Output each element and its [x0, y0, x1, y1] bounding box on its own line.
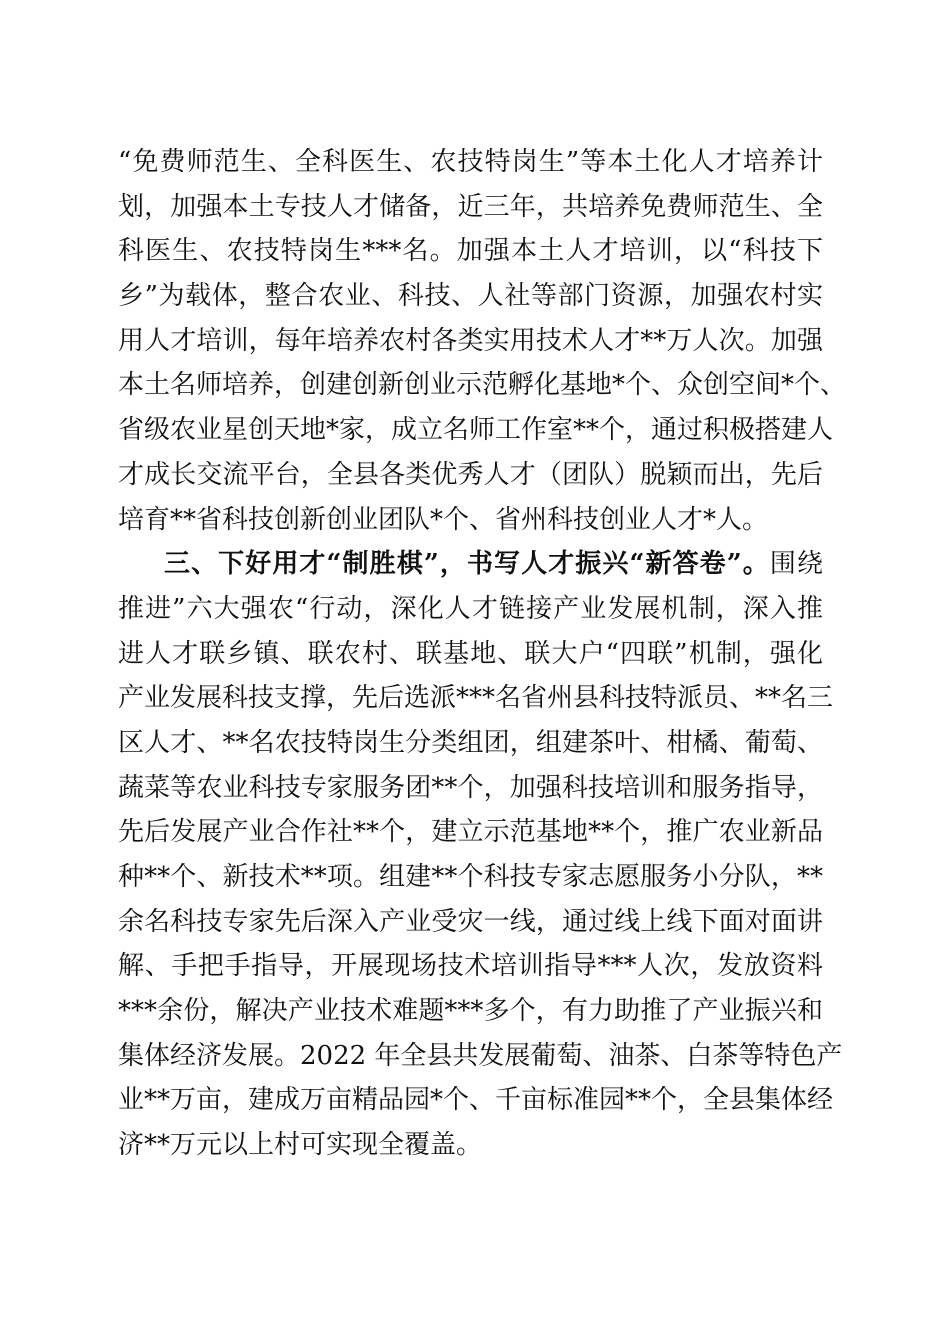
text-line: 本土名师培养，创建创新创业示范孵化基地*个、众创空间*个、: [118, 370, 847, 401]
text-line: 种**个、新技术**项。组建**个科技专家志愿服务小分队，**: [118, 862, 823, 892]
text-line: “免费师范生、全科医生、农技特岗生”等本土化人才培养计: [118, 147, 823, 177]
text-line: 产业发展科技支撑，先后选派***名省州县科技特派员、**名三: [118, 683, 834, 714]
text-line: 业**万亩，建成万亩精品园*个、千亩标准园**个，全县集体经: [118, 1085, 834, 1116]
text-line: 划，加强本土专技人才储备，近三年，共培养免费师范生、全: [118, 191, 823, 222]
text-line: 培育**省科技创新创业团队*个、省州科技创业人才*人。: [118, 504, 769, 535]
text-line: 才成长交流平台，全县各类优秀人才（团队）脱颖而出，先后: [118, 459, 823, 490]
text-line: 先后发展产业合作社**个，建立示范基地**个，推广农业新品: [118, 817, 823, 848]
section-heading: 三、下好用才“制胜棋”，书写人才振兴“新答卷”。: [164, 549, 770, 580]
text-line: 科医生、农技特岗生***名。加强本土人才培训，以“科技下: [118, 236, 823, 267]
text-line: 解、手把手指导，开展现场技术培训指导***人次，发放资料: [118, 951, 823, 982]
text-line-first: [118, 542, 823, 587]
text-line: 余名科技专家先后深入产业受灾一线，通过线上线下面对面讲: [118, 906, 823, 937]
body-text: [118, 140, 847, 1168]
text-line: ***余份，解决产业技术难题***多个，有力助推了产业振兴和: [118, 996, 823, 1027]
text-line: 用人才培训，每年培养农村各类实用技术人才**万人次。加强: [118, 325, 823, 356]
paragraph-1: [118, 140, 847, 542]
text-line: 集体经济发展。2022 年全县共发展葡萄、油茶、白茶等特色产: [118, 1040, 843, 1071]
text-line: 推进”六大强农“行动，深化人才链接产业发展机制，深入推: [118, 593, 823, 624]
text-line: 省级农业星创天地*家，成立名师工作室**个，通过积极搭建人: [118, 415, 834, 446]
text-line: 济**万元以上村可实现全覆盖。: [118, 1130, 483, 1161]
text-line: 进人才联乡镇、联农村、联基地、联大户“四联”机制，强化: [118, 638, 823, 669]
text-line: 蔬菜等农业科技专家服务团**个，加强科技培训和服务指导，: [118, 772, 823, 803]
paragraph-2: [118, 542, 843, 1168]
text-line: 区人才、**名农技特岗生分类组团，组建茶叶、柑橘、葡萄、: [118, 727, 823, 758]
text-line: 乡”为载体，整合农业、科技、人社等部门资源，加强农村实: [118, 281, 823, 312]
lead-text: 围绕: [769, 549, 823, 580]
